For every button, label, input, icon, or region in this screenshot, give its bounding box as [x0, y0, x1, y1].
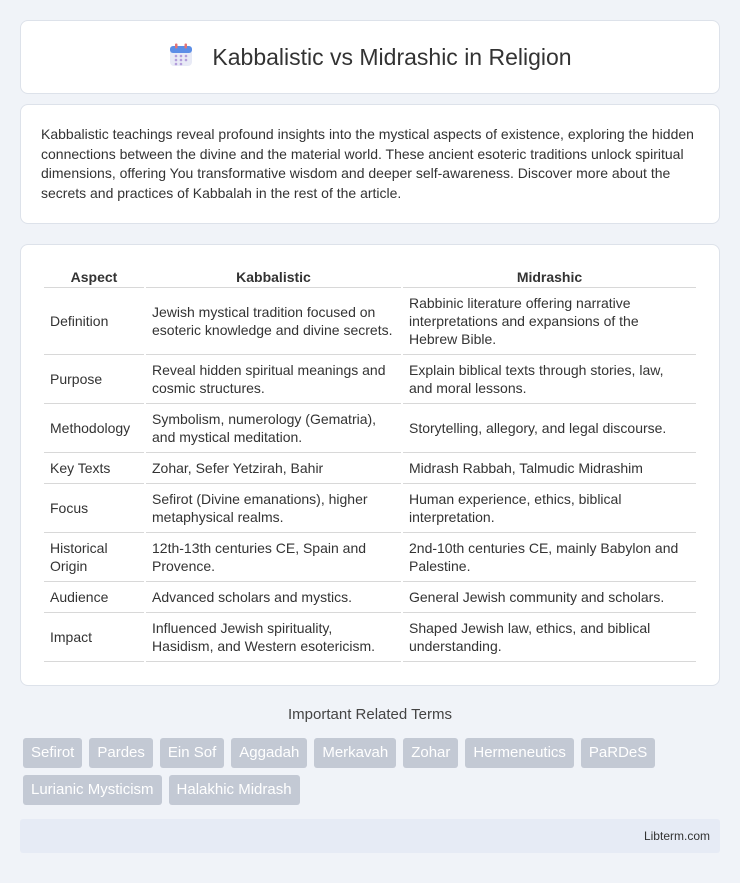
comparison-card [20, 244, 720, 686]
cell-aspect: Key Texts [44, 453, 144, 484]
cell-midrashic: General Jewish community and scholars. [403, 582, 696, 613]
related-terms-list [23, 738, 723, 805]
comparison-table [42, 265, 698, 662]
cell-midrashic: Shaped Jewish law, ethics, and biblical understanding. [403, 613, 696, 662]
cell-midrashic: Midrash Rabbah, Talmudic Midrashim [403, 453, 696, 484]
cell-midrashic: Human experience, ethics, biblical interpretation. [403, 484, 696, 533]
intro-card [20, 104, 720, 224]
tag-halakhic-midrash[interactable]: Halakhic Midrash [169, 775, 300, 805]
table-row [44, 533, 696, 582]
cell-kabbalistic: Advanced scholars and mystics. [146, 582, 401, 613]
cell-aspect: Focus [44, 484, 144, 533]
calendar-icon [168, 42, 194, 73]
cell-aspect: Historical Origin [44, 533, 144, 582]
cell-kabbalistic: Reveal hidden spiritual meanings and cosmic structures. [146, 355, 401, 404]
tag-aggadah[interactable]: Aggadah [231, 738, 307, 768]
intro-text: Kabbalistic teachings reveal profound insights into the mystical aspects of existence, exploring the hidden connections between the divine and the material world. These ancient esoteric traditions unlock spiritual dimensions, offering You transformative wisdom and deeper self-awareness. Discover more about the secrets and practices of Kabbalah in the rest of the article. [41, 126, 694, 201]
footer [20, 819, 720, 853]
cell-midrashic: Explain biblical texts through stories, law, and moral lessons. [403, 355, 696, 404]
tag-hermeneutics[interactable]: Hermeneutics [465, 738, 574, 768]
table-row [44, 404, 696, 453]
table-row [44, 484, 696, 533]
cell-kabbalistic: Influenced Jewish spirituality, Hasidism, and Western esotericism. [146, 613, 401, 662]
cell-aspect: Definition [44, 288, 144, 355]
cell-aspect: Impact [44, 613, 144, 662]
page-title: Kabbalistic vs Midrashic in Religion [212, 43, 572, 70]
cell-midrashic: Rabbinic literature offering narrative interpretations and expansions of the Hebrew Bible. [403, 288, 696, 355]
tag-sefirot[interactable]: Sefirot [23, 738, 82, 768]
tag-ein-sof[interactable]: Ein Sof [160, 738, 224, 768]
cell-kabbalistic: Symbolism, numerology (Gematria), and mystical meditation. [146, 404, 401, 453]
tag-zohar[interactable]: Zohar [403, 738, 458, 768]
table-row [44, 613, 696, 662]
cell-aspect: Audience [44, 582, 144, 613]
table-header-row [44, 265, 696, 288]
table-row [44, 355, 696, 404]
table-row [44, 453, 696, 484]
header-aspect: Aspect [44, 265, 144, 288]
related-terms-title: Important Related Terms [288, 706, 452, 723]
cell-midrashic: 2nd-10th centuries CE, mainly Babylon and Palestine. [403, 533, 696, 582]
tag-pardes-acronym[interactable]: PaRDeS [581, 738, 655, 768]
header-card [20, 20, 720, 94]
header-kabbalistic: Kabbalistic [146, 265, 401, 288]
cell-aspect: Purpose [44, 355, 144, 404]
cell-kabbalistic: Sefirot (Divine emanations), higher metaphysical realms. [146, 484, 401, 533]
table-row [44, 582, 696, 613]
cell-kabbalistic: Jewish mystical tradition focused on esoteric knowledge and divine secrets. [146, 288, 401, 355]
header-midrashic: Midrashic [403, 265, 696, 288]
tag-pardes[interactable]: Pardes [89, 738, 153, 768]
cell-midrashic: Storytelling, allegory, and legal discourse. [403, 404, 696, 453]
tag-lurianic-mysticism[interactable]: Lurianic Mysticism [23, 775, 162, 805]
tag-merkavah[interactable]: Merkavah [314, 738, 396, 768]
cell-kabbalistic: Zohar, Sefer Yetzirah, Bahir [146, 453, 401, 484]
footer-site[interactable]: Libterm.com [643, 829, 710, 843]
cell-kabbalistic: 12th-13th centuries CE, Spain and Provence. [146, 533, 401, 582]
table-row [44, 288, 696, 355]
cell-aspect: Methodology [44, 404, 144, 453]
